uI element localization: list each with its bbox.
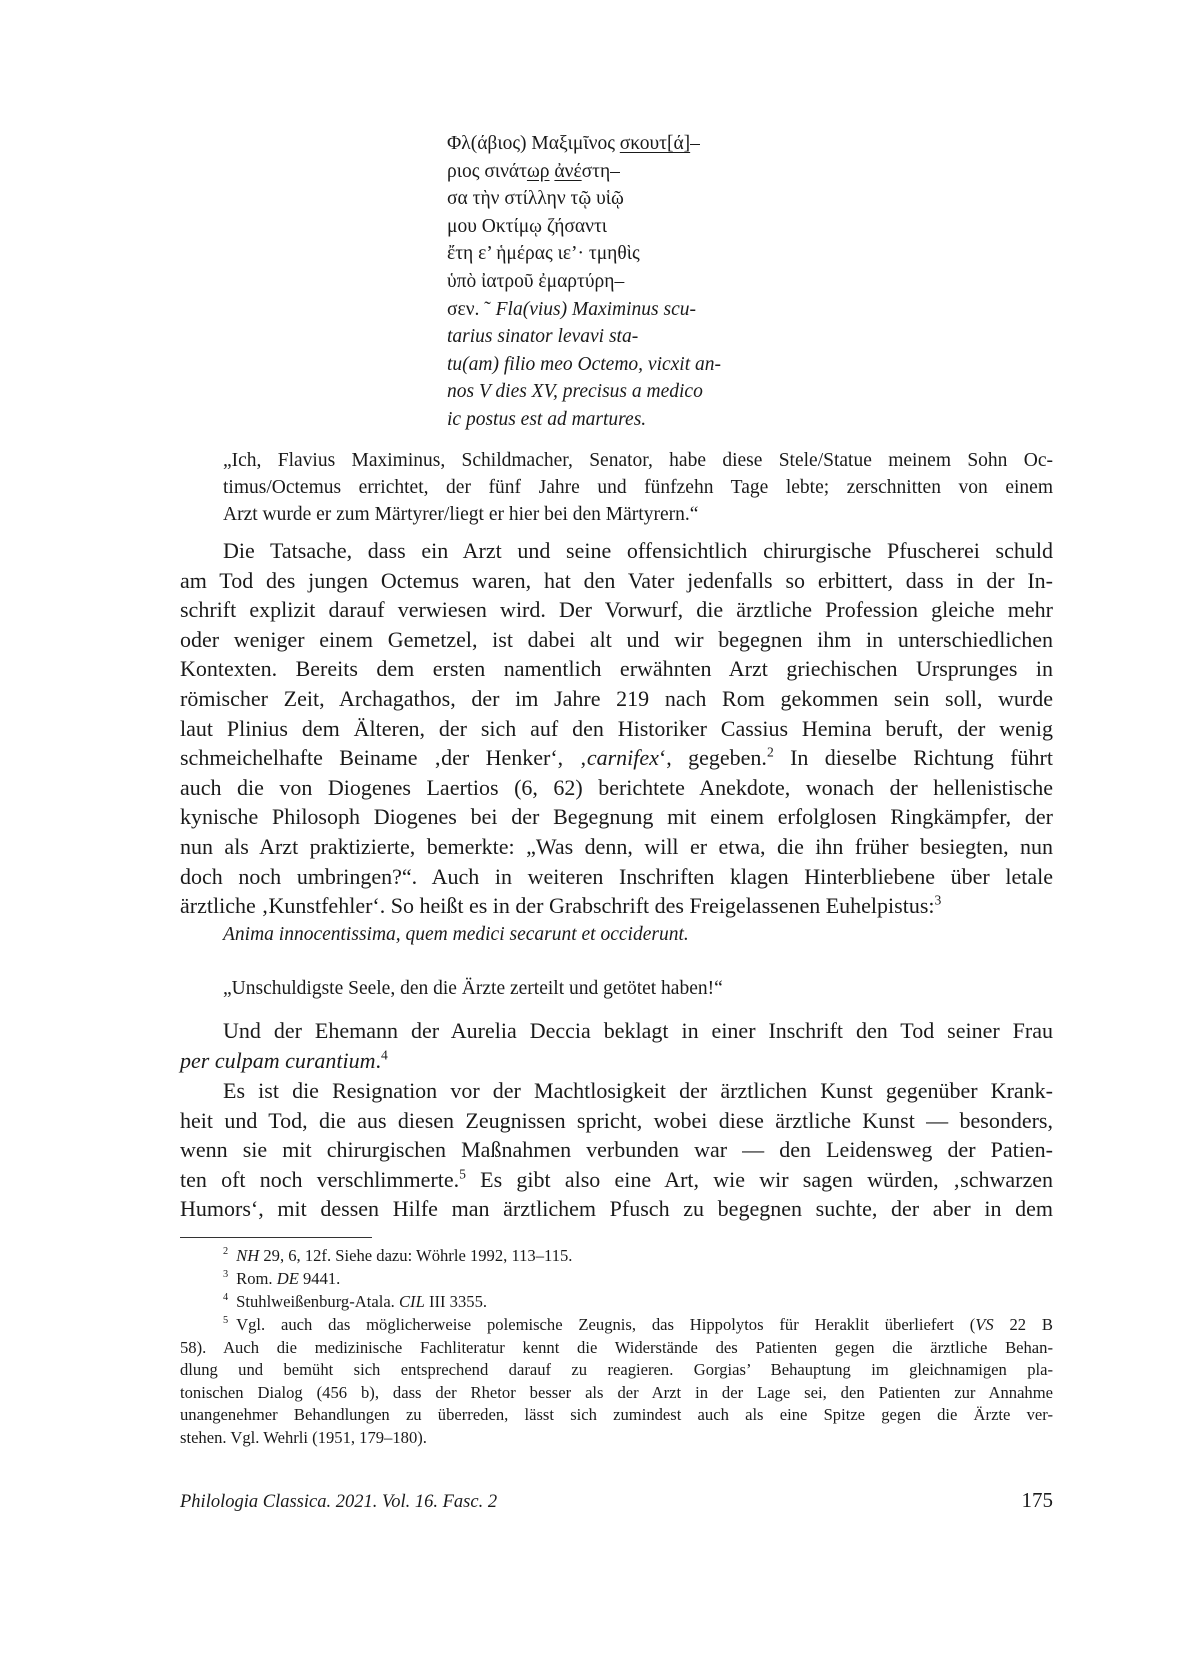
text-line: nun als Arzt praktizierte, bemerkte: „Was denn, will er etwa, die ihn früher besiegten, nun bbox=[180, 833, 1053, 859]
text-line: Kontexten. Bereits dem ersten namentlich erwähnten Arzt griechischen Ursprunges in bbox=[180, 656, 1053, 682]
footnote-2: $^2$ NH 29, 6, 12f. Siehe dazu: Wöhrle 1992, 113–115. bbox=[223, 1246, 573, 1265]
text-line: schrift explizit darauf verwiesen wird. Der Vorwurf, die ärztliche Profession gleiche mehr bbox=[180, 597, 1053, 623]
body-paragraph bbox=[180, 1076, 1053, 1224]
text-line: heit und Tod, die aus diesen Zeugnissen spricht, wobei diese ärztliche Kunst — besonders, bbox=[180, 1107, 1053, 1133]
greek-line: Φλ(άβιος) Μαξιμῖνος σκουτ[ά]– bbox=[447, 133, 700, 154]
text-line: doch noch umbringen?“. Auch in weiteren Inschriften klagen Hinterbliebene über letale bbox=[180, 863, 1053, 889]
text-line: oder weniger einem Gemetzel, ist dabei alt und wir begegnen ihm in unterschiedlichen bbox=[180, 626, 1053, 652]
text-line: Humors‘, mit dessen Hilfe man ärztlichem Pfusch zu begegnen suchte, der aber in dem bbox=[180, 1196, 1053, 1222]
text-line: kynische Philosoph Diogenes bei der Begegnung mit einem erfolglosen Ringkämpfer, der bbox=[180, 804, 1053, 830]
greek-line: ἔτη ε’ ἡμέρας ιε’· τμηθὶς bbox=[447, 243, 640, 265]
latin-line: tu(am) filio meo Octemo, vicxit an- bbox=[447, 353, 721, 375]
body-paragraph bbox=[180, 536, 1053, 921]
latin-quote: Anima innocentissima, quem medici secarunt et occiderunt. bbox=[223, 924, 689, 945]
greek-line: σα τὴν στίλλην τῷ υἱῷ bbox=[447, 188, 624, 210]
journal-citation: Philologia Classica. 2021. Vol. 16. Fasc. 2 bbox=[180, 1492, 498, 1512]
footnote-4: $^4$ Stuhlweißenburg-Atala. CIL III 3355. bbox=[223, 1292, 488, 1311]
text-line: am Tod des jungen Octemus waren, hat den Vater jedenfalls so erbittert, dass in der In- bbox=[180, 567, 1053, 593]
text-line: auch die von Diogenes Laertios (6, 62) berichtete Anekdote, wonach der hellenistische bbox=[180, 774, 1053, 800]
underlined-text: σκουτ[ά] bbox=[619, 133, 691, 154]
text-line: laut Plinius dem Älteren, der sich auf den Historiker Cassius Hemina beruft, der wenig bbox=[180, 715, 1053, 741]
text-line: Es ist die Resignation vor der Machtlosigkeit der ärztlichen Kunst gegenüber Krank- bbox=[223, 1078, 1053, 1103]
footnote-5: $^5$ Vgl. auch das möglicherweise polemische Zeugnis, das Hippolytos für Heraklit überliefert (VS 22 B 58). Auch die medizinische Fachliteratur kennt die Widerstände des Patienten gegen die ärztliche Behan- dlung und bemüht sich entsprechend darauf zu reagieren. Gorgias’ Behauptung im gleichnamigen pla- tonischen Dialog (456 b), dass der Rhetor besser als der Arzt in der Lage sei, den Patienten zur Annahme unangenehmer Behandlungen zu überreden, lässt sich zumindest auch als eine Spitze gegen die Ärzte ver- stehen. Vgl. Wehrli (1951, 179–180). bbox=[180, 1315, 1053, 1447]
text-line: ten oft noch verschlimmerte.$^5$ Es gibt also eine Art, wie wir sagen würden, ‚schwarzen bbox=[180, 1166, 1053, 1192]
text-line: Die Tatsache, dass ein Arzt und seine offensichtlich chirurgische Pfuscherei schuld bbox=[223, 538, 1053, 563]
latin-line: tarius sinator levavi sta- bbox=[447, 326, 639, 348]
page-number: 175 bbox=[1021, 1488, 1053, 1512]
text-line: Und der Ehemann der Aurelia Deccia beklagt in einer Inschrift den Tod seiner Frau bbox=[223, 1018, 1053, 1043]
quote-translation: „Unschuldigste Seele, den die Ärzte zerteilt und getötet haben!“ bbox=[223, 978, 723, 999]
latin-line: ic postus est ad martures. bbox=[447, 408, 647, 430]
mixed-line: σεν. ˜ Fla(vius) Maximinus scu- bbox=[447, 298, 697, 320]
footnote-separator bbox=[180, 1237, 372, 1238]
greek-line: ριος σινάτωρ ἀνέστη– bbox=[447, 160, 620, 182]
body-paragraph bbox=[180, 1016, 1053, 1075]
text-line: per culpam curantium.$^4$ bbox=[180, 1047, 388, 1073]
inscription-translation bbox=[223, 447, 1053, 528]
text-line: ärztliche ‚Kunstfehler‘. So heißt es in der Grabschrift des Freigelassenen Euhelpistus:$^3$ bbox=[180, 892, 942, 919]
footnote-ref[interactable]: 2 bbox=[766, 744, 774, 760]
text-line: „Ich, Flavius Maximinus, Schildmacher, Senator, habe diese Stele/Statue meinem Sohn Oc- bbox=[223, 450, 1053, 471]
text-line: römischer Zeit, Archagathos, der im Jahre 219 nach Rom gekommen sein soll, wurde bbox=[180, 685, 1053, 711]
text-line: Arzt wurde er zum Märtyrer/liegt er hier bei den Märtyrern.“ bbox=[223, 504, 699, 525]
greek-line: ὑπὸ ἰατροῦ ἐμαρτύρη– bbox=[447, 270, 625, 292]
footnote-ref[interactable]: 3 bbox=[934, 892, 942, 908]
footnote-3: $^3$ Rom. DE 9441. bbox=[223, 1269, 341, 1288]
inscription-block bbox=[447, 130, 777, 434]
text-line: schmeichelhafte Beiname ‚der Henker‘, ‚carnifex‘, gegeben.$^2$ In dieselbe Richtung führt bbox=[180, 744, 1054, 771]
text-line: wenn sie mit chirurgischen Maßnahmen verbunden war — den Leidensweg der Patien- bbox=[180, 1137, 1053, 1163]
latin-line: nos V dies XV, precisus a medico bbox=[447, 381, 703, 403]
text-line: timus/Octemus errichtet, der fünf Jahre und fünfzehn Tage lebte; zerschnitten von einem bbox=[223, 477, 1053, 498]
greek-line: μου Οκτίμῳ ζήσαντι bbox=[447, 215, 608, 237]
footnote-ref[interactable]: 4 bbox=[381, 1047, 388, 1063]
footnote-ref[interactable]: 5 bbox=[459, 1166, 466, 1182]
